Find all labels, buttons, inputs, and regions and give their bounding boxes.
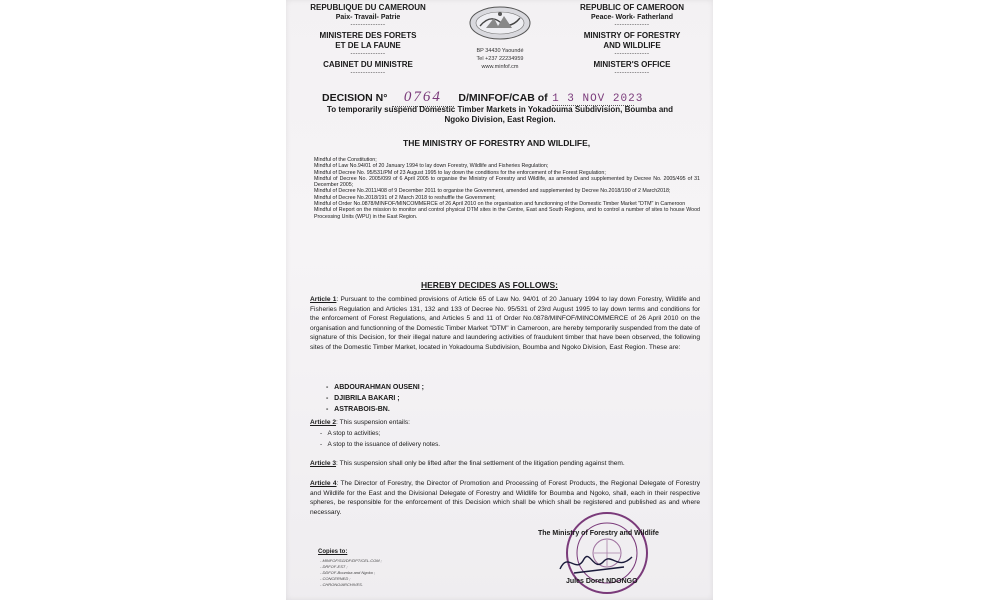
decision-ref: D/MINFOF/CAB of [458, 92, 548, 104]
mindful-item: Mindful of Decree No.2018/191 of 2 March 2018 to reshuffle the Government; [314, 194, 496, 201]
copies-list: - MINFOF/SG/DF/DPT/CEL.COM ; - DRFOF-EST ; - DDFOF-Boumba and Ngoko ; - CONCERNED ; - CHRONO/ARCHIVES. [320, 558, 382, 587]
right-cabinet: MINISTER'S OFFICE [593, 60, 671, 69]
mindful-item: Mindful of Order No.0878/MINFOF/MINCOMMERCE of 26 April 2010 on the organisation and functionning of the Domestic Timber Market "DTM" in Cameroon [314, 201, 686, 208]
mindful-item: Mindful of Decree No. 2005/099 of 6 April 2005 to organise the Ministry of Forestry and Wildlife, as amended and supplemented by Decree No. 2005/495 of 31 December 2005; [314, 175, 700, 189]
article-2 [310, 418, 700, 428]
article-3-text: : This suspension shall only be lifted after the final settlement of the litigation pending against them. [336, 460, 625, 467]
article-2-label: Article 2 [310, 419, 337, 426]
right-dots-2: -------------- [614, 51, 650, 57]
authority-heading: THE MINISTRY OF FORESTRY AND WILDLIFE, [403, 138, 591, 148]
decision-number: 0764 [392, 89, 454, 107]
left-dots-1: -------------- [350, 22, 386, 28]
mindful-item: Mindful of Law No.94/01 of 20 January 1994 to lay down Forestry, Wildlife and Fisheries Regulation; [314, 163, 549, 170]
article-1 [310, 295, 700, 353]
crest-po-box: BP 34430 Yaoundé [476, 48, 524, 54]
crest-web: www.minfof.cm [481, 64, 519, 70]
site-item: ASTRABOIS-BN. [334, 406, 390, 413]
article-2-items: - A stop to activities; - A stop to the issuance of delivery notes. [320, 430, 441, 448]
mindful-list [314, 157, 700, 220]
sites-list: - ABDOURAHMAN OUSENI ; - DJIBRILA BAKARI ; - ASTRABOIS-BN. [326, 384, 425, 413]
right-dots-1: -------------- [614, 22, 650, 28]
mindful-item: Mindful of Decree No. 95/531/PM of 23 August 1995 to lay down the conditions for the enforcement of the Forest Regulation; [314, 169, 606, 176]
article-3 [310, 459, 700, 469]
mindful-item: Mindful of Decree No.2011/408 of 9 December 2011 to organise the Government, amended and supplemented by Decree No.2018/190 of 2 March2018; [314, 188, 671, 195]
decision-prefix: DECISION N° [322, 92, 388, 104]
decision-date-stamp: 1 3 NOV 2023 [552, 93, 644, 105]
copy-recipient: DRFOF-EST ; [322, 564, 348, 569]
signatory-name: Jules Doret NDONGO [566, 578, 638, 585]
mindful-item: Mindful of the Constitution; [314, 157, 377, 163]
article-4-text: : The Director of Forestry, the Director of Promotion and Processing of Forest Products, the Regional Delegate of Forestry and Wildlife for the East and the Divisional Delegate of Forestry and Wildlife for Boumba and Ngoko, shall, each in their respective spheres, be responsible for the enforcement of this Decision which shall be which shall be registered and published as and where necessary. [310, 480, 700, 516]
left-dots-2: -------------- [350, 51, 386, 57]
handwritten-signature-icon [554, 545, 644, 579]
article-1-label: Article 1 [310, 296, 337, 303]
left-motto: Paix- Travail- Patrie [335, 14, 401, 21]
document-page [286, 0, 713, 600]
left-cabinet: CABINET DU MINISTRE [323, 60, 413, 69]
site-item: ABDOURAHMAN OUSENI ; [334, 384, 425, 391]
decides-heading: HEREBY DECIDES AS FOLLOWS: [421, 280, 558, 290]
minfof-crest-icon [464, 4, 536, 42]
article-1-text: : Pursuant to the combined provisions of Article 65 of Law No. 94/01 of 20 January 1994 to lay down Forestry, Wildlife and Fisheries Regulation and Articles 131, 132 and 133 of Decree No. 95/531 of 23rd August 1995 to lay down terms and conditions for the enforcement of Forest Regulations, and Articles 5 and 11 of Order No.0878/MINFOF/MINCOMMERCE of 26 April 2010 on the organisation and functionning of the Domestic Timber Market "DTM" in Cameroon, are hereby temporarily suspended from the date of signature of this Decision, for their illegal nature and laundering activities of fraudulent timber that have been observed, the following sites of the Domestic Timber Market, located in Yokadouma Subdivision, Boumba and Ngoko Division, East Region. These are: [310, 296, 700, 351]
right-dots-3: -------------- [614, 70, 650, 76]
right-ministry-2: AND WILDLIFE [603, 41, 661, 50]
left-ministry-2: ET DE LA FAUNE [335, 41, 401, 50]
right-ministry-1: MINISTRY OF FORESTRY [583, 31, 681, 40]
left-ministry-1: MINISTERE DES FORETS [319, 31, 417, 40]
copy-recipient: MINFOF/SG/DF/DPT/CEL.COM ; [322, 558, 382, 563]
left-dots-3: -------------- [350, 70, 386, 76]
site-item: DJIBRILA BAKARI ; [334, 395, 400, 402]
right-motto: Peace- Work- Fatherland [591, 14, 673, 21]
left-country: REPUBLIQUE DU CAMEROUN [310, 3, 426, 12]
article-4-label: Article 4 [310, 480, 337, 487]
article-2-item: A stop to activities; [327, 430, 381, 437]
copy-recipient: CONCERNED ; [322, 576, 351, 581]
article-2-text: : This suspension entails: [336, 419, 410, 426]
copy-recipient: DDFOF-Boumba and Ngoko ; [322, 570, 376, 575]
subject-line-2: Ngoko Division, East Region. [444, 115, 556, 124]
right-country: REPUBLIC OF CAMEROON [580, 3, 684, 12]
header-center [464, 4, 536, 71]
mindful-item: Mindful of Report on the mission to monitor and control physical DTM sites in the Centre, East and South Regions, and to control a number of sites to house Wood Processing Units (WPU) in the East Region. [314, 207, 700, 220]
subject-line-1: To temporarily suspend Domestic Timber Markets in Yokadouma Subdivision, Boumba and [326, 105, 674, 114]
decision-subject [300, 105, 700, 125]
article-2-item: A stop to the issuance of delivery notes. [327, 441, 441, 448]
copies-heading: Copies to: [318, 549, 348, 555]
header-left [294, 3, 442, 76]
header-right [558, 3, 706, 76]
signature-title: The Ministry of Forestry and Wildlife [538, 530, 659, 537]
crest-tel: Tel +237 22234959 [476, 56, 524, 62]
article-3-label: Article 3 [310, 460, 337, 467]
copy-recipient: CHRONO/ARCHIVES. [322, 582, 363, 587]
